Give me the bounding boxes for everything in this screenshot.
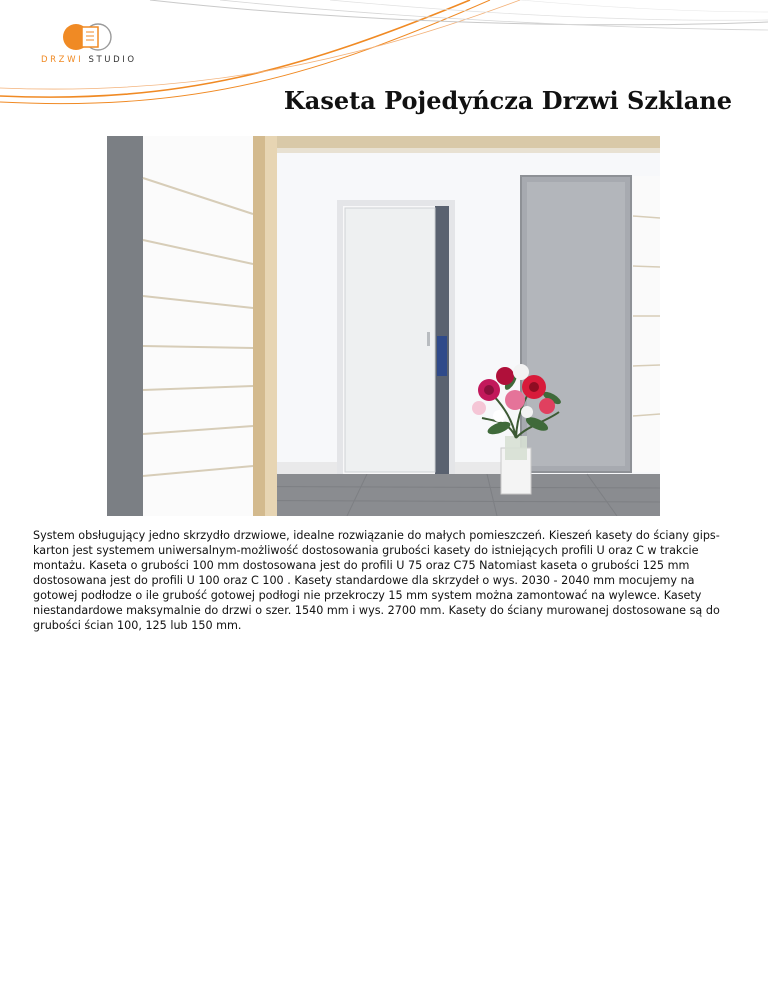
brand-name-part2: STUDIO xyxy=(88,55,137,65)
sliding-glass-door-photo xyxy=(107,136,660,516)
brand-name xyxy=(41,55,137,65)
product-photo xyxy=(107,136,660,516)
product-description: System obsługujący jedno skrzydło drzwiowe, idealne rozwiązanie do małych pomieszczeń. Kieszeń kasety do ściany gips-karton jest systemem uniwersalnym-możliwość dostosowania grubości kasety do istniejących profili U oraz C w trakcie montażu. Kaseta o grubości 100 mm dostosowana jest do profili U 75 oraz C75 Natomiast kaseta o grubości 125 mm dostosowana jest do profili U 100 oraz C 100 . Kasety standardowe dla skrzydeł o wys. 2030 - 2040 mm mocujemy na gotowej podłodze o ile grubość gotowej podłogi nie przekroczy 15 mm system można zamontować na wylewce. Kasety niestandardowe maksymalnie do drzwi o szer. 1540 mm i wys. 2700 mm. Kasety do ściany murowanej dostosowane są do grubości ścian 100, 125 lub 150 mm. xyxy=(33,529,720,632)
brand-name-part1: DRZWI xyxy=(41,55,84,65)
page-title: Kaseta Pojedyńcza Drzwi Szklane xyxy=(283,86,732,115)
